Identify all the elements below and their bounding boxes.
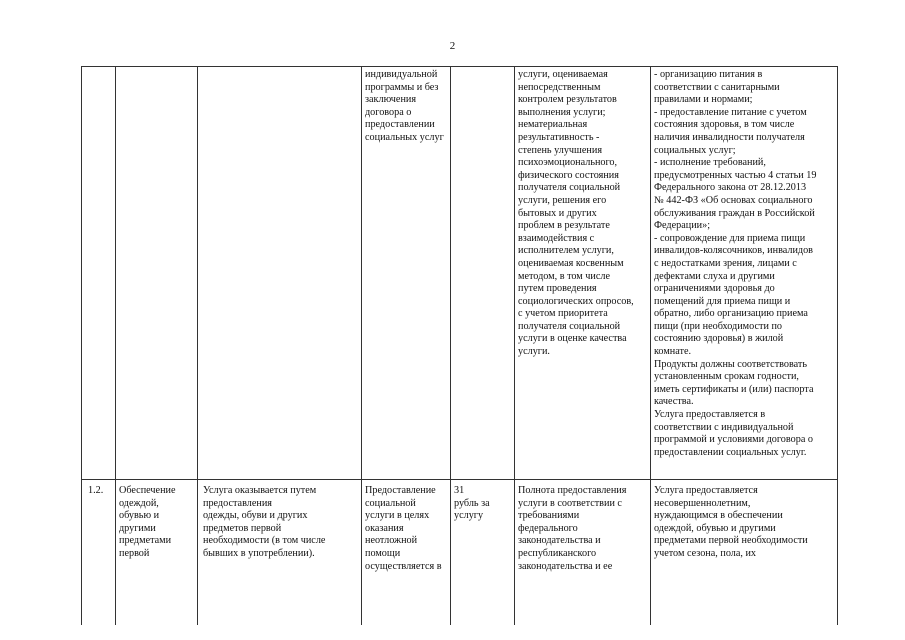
cell-line: соответствии с индивидуальной (654, 421, 794, 433)
cell-service-name (116, 480, 198, 626)
cell-line: предоставлении социальных услуг. (654, 446, 807, 458)
cell-line: Федерации»; (654, 220, 711, 232)
cell-line: помещений для приема пищи и (654, 295, 791, 307)
cell-line: результативность - (518, 131, 600, 143)
cell-line: индивидуальной (365, 69, 438, 80)
cell-line: одеждой, (119, 497, 159, 509)
cell-line: - исполнение требований, (654, 157, 766, 169)
cell-line: учетом сезона, пола, их (654, 547, 757, 559)
cell-line: одежды, обуви и других (203, 510, 308, 522)
cell-line: осуществляется в (365, 560, 442, 572)
cell-line: Продукты должны соответствовать (654, 358, 808, 370)
cell-line: обслуживания граждан в Российской (654, 207, 815, 219)
cell-line: исполнителем услуги, (518, 245, 614, 257)
cell-line: 1.2. (88, 485, 104, 496)
cell-line: непосредственным (518, 81, 601, 93)
cell-line: нуждающимся в обеспечении (654, 510, 783, 522)
cell-line: - сопровождение для приема пищи (654, 232, 806, 244)
cell-line: проблем в результате (518, 220, 610, 232)
cell-line: качества. (654, 396, 694, 408)
cell-quality (515, 67, 651, 480)
cell-line: инвалидов-колясочников, инвалидов (654, 245, 813, 257)
cell-line: предусмотренных частью 4 статьи 19 (654, 169, 817, 181)
cell-line: услуги, решения его (518, 194, 607, 206)
cell-line: обратно, либо организацию приема (654, 308, 808, 320)
cell-line: Федерального закона от 28.12.2013 (654, 182, 807, 194)
cell-line: оказания (365, 522, 404, 534)
cell-line: социологических опросов, (518, 295, 634, 307)
cell-line: получателя социальной (518, 320, 621, 332)
cell-line: методом, в том числе (518, 270, 610, 282)
cell-line: состояния здоровья, в том числе (654, 119, 795, 131)
cell-line: необходимости (в том числе (203, 535, 326, 547)
cell-line: иметь сертификаты и (или) паспорта (654, 383, 814, 395)
cell-line: федерального (518, 522, 578, 534)
cell-line: социальных услуг; (654, 144, 736, 156)
cell-line: дефектами слуха и другими (654, 270, 775, 282)
cell-conditions (651, 480, 838, 626)
cell-line: социальных услуг (365, 131, 444, 143)
cell-terms (362, 480, 451, 626)
cell-line: услуги. (518, 346, 550, 358)
page-number: 2 (449, 40, 456, 52)
cell-line: Услуга предоставляется в (654, 409, 766, 421)
cell-line: бывших в употреблении). (203, 547, 315, 559)
cell-line: - организацию питания в (654, 69, 763, 80)
cell-line: социальной (365, 497, 416, 509)
cell-line: с учетом приоритета (518, 308, 608, 320)
table-row (82, 480, 838, 626)
cell-quality (515, 480, 651, 626)
cell-line: заключения (365, 94, 417, 106)
cell-line: нематериальная (518, 119, 588, 131)
cell-line: соответствии с санитарными (654, 81, 780, 93)
cell-line: Обеспечение (119, 485, 176, 496)
cell-line: наличия инвалидности получателя (654, 131, 805, 143)
cell-line: обувью и (119, 510, 160, 522)
cell-line: степень улучшения (518, 144, 603, 156)
cell-line: пищи (при необходимости по (654, 320, 782, 332)
cell-line: программой и условиями договора о (654, 434, 813, 446)
services-table (81, 66, 838, 625)
cell-line: получателя социальной (518, 182, 621, 194)
cell-line: услуги в оценке качества (518, 333, 627, 345)
cell-description (198, 480, 362, 626)
cell-line: законодательства и ее (518, 560, 613, 572)
cell-number (82, 67, 116, 480)
cell-line: выполнения услуги; (518, 106, 606, 118)
cell-line: предметов первой (203, 522, 282, 534)
cell-line: предоставлении (365, 119, 435, 131)
cell-line: Услуга предоставляется (654, 485, 758, 496)
cell-line: предметами первой необходимости (654, 535, 808, 547)
cell-line: физического состояния (518, 169, 619, 181)
cell-service-name (116, 67, 198, 480)
cell-line: психоэмоционального, (518, 157, 618, 169)
cell-conditions (651, 67, 838, 480)
cell-terms (362, 67, 451, 480)
cell-price (451, 480, 515, 626)
cell-line: комнате. (654, 346, 692, 358)
cell-description (198, 67, 362, 480)
table-row (82, 67, 838, 480)
cell-line: 31 (454, 485, 465, 496)
cell-line: несовершеннолетним, (654, 497, 751, 509)
cell-line: с недостатками зрения, лицами с (654, 257, 797, 269)
cell-line: № 442-ФЗ «Об основах социального (654, 194, 813, 206)
cell-line: оцениваемая косвенным (518, 257, 624, 269)
cell-line: услугу (454, 510, 484, 522)
cell-price (451, 67, 515, 480)
cell-line: бытовых и других (518, 207, 597, 219)
cell-line: услуги в соответствии с (518, 497, 622, 509)
cell-line: республиканского (518, 547, 597, 559)
cell-line: рубль за (454, 497, 490, 509)
cell-line: договора о (365, 106, 412, 118)
cell-line: установленным срокам годности, (654, 371, 799, 383)
cell-line: ограничениями здоровья до (654, 283, 775, 295)
cell-line: - предоставление питание с учетом (654, 106, 807, 118)
cell-line: правилами и нормами; (654, 94, 753, 106)
cell-line: программы и без (365, 81, 439, 93)
cell-line: Полнота предоставления (518, 485, 627, 496)
cell-line: требованиями (518, 510, 580, 522)
cell-line: одеждой, обувью и другими (654, 522, 776, 534)
cell-line: предоставления (203, 497, 272, 509)
cell-line: неотложной (365, 535, 418, 547)
cell-line: законодательства и (518, 535, 601, 547)
cell-number (82, 480, 116, 626)
cell-line: услуги, оцениваемая (518, 69, 608, 80)
cell-line: Услуга оказывается путем (203, 485, 317, 496)
cell-line: другими (119, 522, 156, 534)
cell-line: взаимодействия с (518, 232, 595, 244)
cell-line: путем проведения (518, 283, 597, 295)
cell-line: услуги в целях (365, 510, 430, 522)
cell-line: состоянию здоровья) в жилой (654, 333, 784, 345)
cell-line: первой (119, 547, 150, 559)
cell-line: контролем результатов (518, 94, 617, 106)
cell-line: помощи (365, 547, 401, 559)
cell-line: предметами (119, 535, 172, 547)
cell-line: Предоставление (365, 485, 436, 496)
